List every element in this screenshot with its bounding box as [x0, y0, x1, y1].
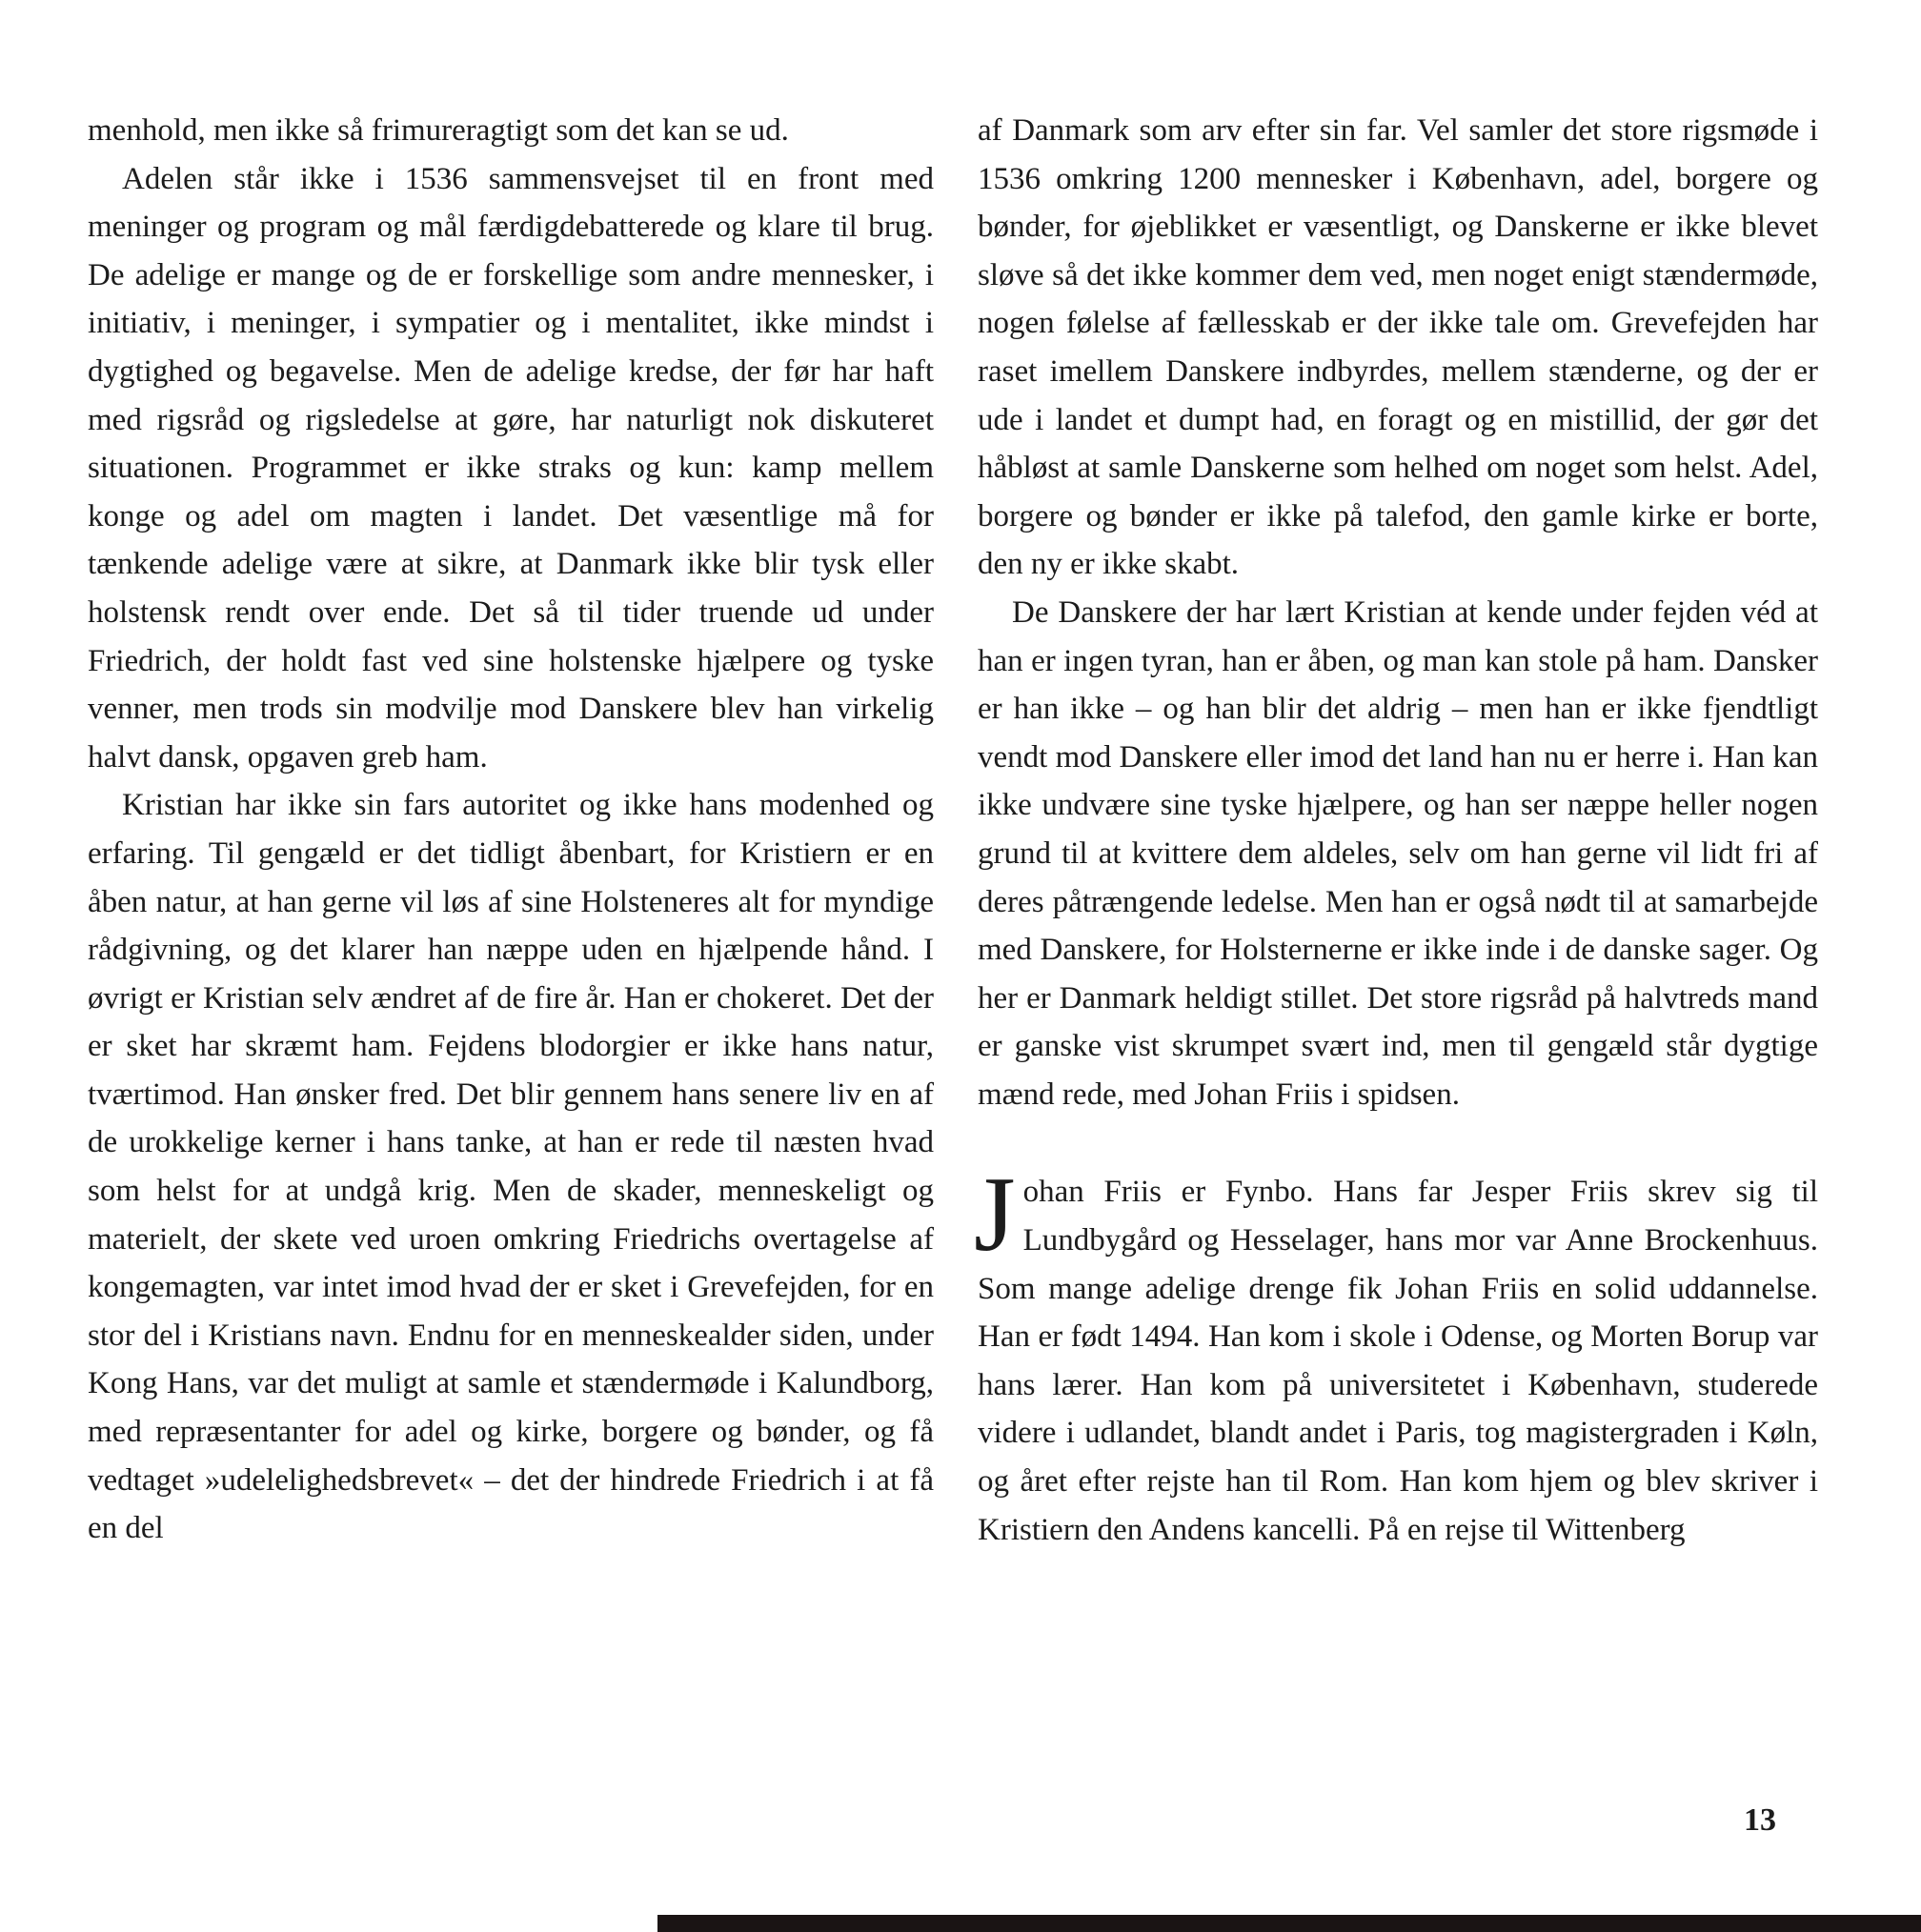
paragraph: menhold, men ikke så frimureragtigt som det kan se ud. [88, 113, 789, 148]
right-column [974, 107, 1818, 1554]
paragraph-text: ohan Friis er Fynbo. Hans far Jesper Friis skrev sig til Lundbygård og Hesselager, hans mor var Anne Brockenhuus. Som mange adelige drenge fik Johan Friis en solid uddannelse. Han er født 1494. Han kom i skole i Odense, og Morten Borup var hans lærer. Han kom på universitetet i København, studerede videre i udlandet, blandt andet i Paris, tog magistergraden i Køln, og året efter rejste han til Rom. Han kom hjem og blev skriver i Kristiern den Andens kancelli. På en rejse til Wittenberg [978, 1175, 1818, 1547]
page-number: 13 [1744, 1802, 1776, 1838]
drop-cap: J [974, 1156, 1016, 1275]
section-paragraph [974, 1156, 1818, 1554]
paragraph: De Danskere der har lært Kristian at kende under fejden véd at han er ingen tyran, han er åben, og man kan stole på ham. Dansker er han ikke – og han blir det aldrig – men han er ikke fjendtligt vendt mod Danskere eller imod det land han nu er herre i. Han kan ikke undvære sine tyske hjælpere, og han ser næppe heller nogen grund til at kvittere dem aldeles, selv om han gerne vil lidt fri af deres påtrængende ledelse. Men han er også nødt til at samarbejde med Danskere, for Holsternerne er ikke inde i de danske sager. Og her er Danmark heldigt stillet. Det store rigsråd på halvtreds mand er ganske vist skrumpet svært ind, men til gengæld står dygtige mænd rede, med Johan Friis i spidsen. [978, 594, 1818, 1112]
left-column [88, 107, 934, 1553]
paragraph: Kristian har ikke sin fars autoritet og ikke hans modenhed og erfaring. Til gengæld er det tidligt åbenbart, for Kristiern er en åben natur, at han gerne vil løs af sine Holsteneres alt for myndige rådgivning, og det klarer han næppe uden en hjælpende hånd. I øvrigt er Kristian selv ændret af de fire år. Han er chokeret. Det der er sket har skræmt ham. Fejdens blodorgier er ikke hans natur, tværtimod. Han ønsker fred. Det blir gennem hans senere liv en af de urokkelige kerner i hans tanke, at han er rede til næsten hvad som helst for at undgå krig. Men de skader, menneskeligt og materielt, der skete ved uroen omkring Friedrichs overtagelse af kongemagten, var intet imod hvad der er sket i Grevefejden, for en stor del i Kristians navn. Endnu for en menneskealder siden, under Kong Hans, var det muligt at samle et stændermøde i Kalundborg, med repræsentanter for adel og kirke, borgere og bønder, og få vedtaget »udelelighedsbrevet« – det der hindrede Friedrich i at få en del [88, 788, 934, 1546]
scan-edge-shadow [657, 1915, 1921, 1932]
paragraph: Adelen står ikke i 1536 sammensvejset til en front med meninger og program og mål færdigdebatterede og klare til brug. De adelige er mange og de er forskellige som andre mennesker, i initiativ, i meninger, i sympatier og i mentalitet, ikke mindst i dygtighed og begavelse. Men de adelige kredse, der før har haft med rigsråd og rigsledelse at gøre, har naturligt nok diskuteret situationen. Programmet er ikke straks og kun: kamp mellem konge og adel om magten i landet. Det væsentlige må for tænkende adelige være at sikre, at Danmark ikke blir tysk eller holstensk rendt over ende. Det så til tider truende ud under Friedrich, der holdt fast ved sine holstenske hjælpere og tyske venner, men trods sin modvilje mod Danskere blev han virkelig halvt dansk, opgaven greb ham. [88, 161, 934, 775]
paragraph: af Danmark som arv efter sin far. Vel samler det store rigsmøde i 1536 omkring 1200 mennesker i København, adel, borgere og bønder, for øjeblikket er væsentligt, og Danskerne er ikke blevet sløve så det ikke kommer dem ved, men noget enigt stændermøde, nogen følelse af fællesskab er der ikke tale om. Grevefejden har raset imellem Danskere indbyrdes, mellem stænderne, og der er ude i landet et dumpt had, en foragt og en mistillid, der gør det håbløst at samle Danskerne som helhed om noget som helst. Adel, borgere og bønder er ikke på talefod, den gamle kirke er borte, den ny er ikke skabt. [978, 113, 1818, 582]
